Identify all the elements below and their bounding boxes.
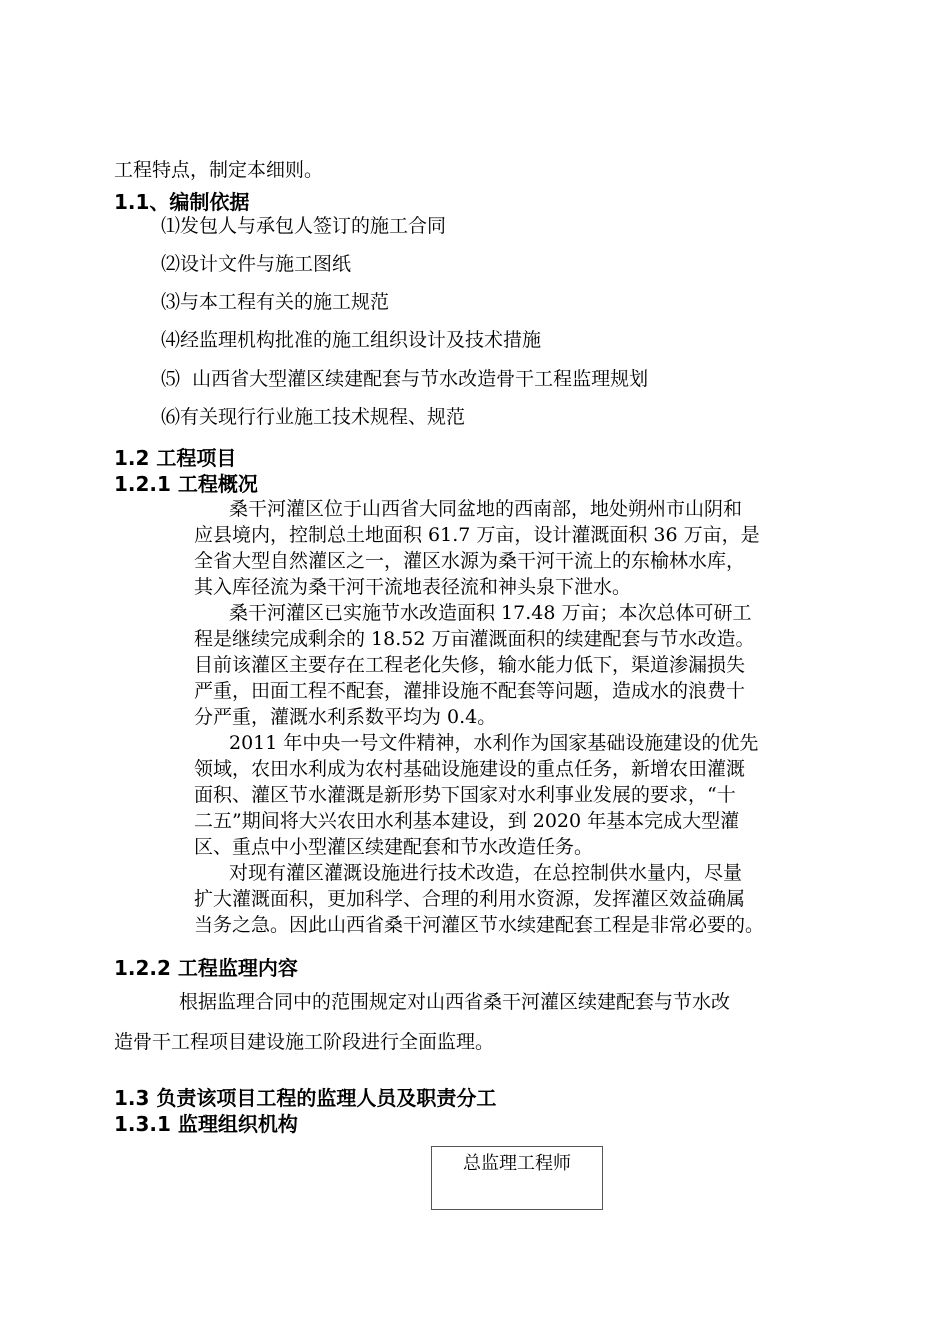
org-chart-chief-engineer-label: 总监理工程师 [463, 1153, 571, 1174]
basis-item: ⑹有关现行行业施工技术规程、规范 [161, 406, 466, 428]
supervision-content-line: 造骨干工程项目建设施工阶段进行全面监理。 [114, 1031, 495, 1053]
overview-line: 面积、灌区节水灌溉是新形势下国家对水利事业发展的要求，“十 [194, 784, 736, 806]
overview-line: 对现有灌区灌溉设施进行技术改造，在总控制供水量内，尽量 [229, 862, 743, 884]
overview-line: 当务之急。因此山西省桑干河灌区节水续建配套工程是非常必要的。 [194, 914, 765, 936]
overview-line: 其入库径流为桑干河干流地表径流和神头泉下泄水。 [194, 576, 632, 598]
overview-line: 程是继续完成剩余的 18.52 万亩灌溉面积的续建配套与节水改造。 [194, 628, 755, 650]
section-1-2-2-heading: 1.2.2 工程监理内容 [114, 956, 298, 980]
section-1-3-1-heading: 1.3.1 监理组织机构 [114, 1112, 298, 1136]
intro-line: 工程特点，制定本细则。 [114, 159, 324, 181]
overview-line: 桑干河灌区已实施节水改造面积 17.48 万亩；本次总体可研工 [229, 602, 752, 624]
basis-item: ⑶与本工程有关的施工规范 [161, 291, 390, 313]
section-1-3-heading: 1.3 负责该项目工程的监理人员及职责分工 [114, 1086, 497, 1110]
overview-line: 全省大型自然灌区之一，灌区水源为桑干河干流上的东榆林水库， [194, 550, 746, 572]
overview-line: 应县境内，控制总土地面积 61.7 万亩，设计灌溉面积 36 万亩，是 [194, 524, 760, 546]
overview-line: 领域，农田水利成为农村基础设施建设的重点任务，新增农田灌溉 [194, 758, 746, 780]
overview-line: 桑干河灌区位于山西省大同盆地的西南部，地处朔州市山阴和 [229, 498, 743, 520]
basis-item: ⑷经监理机构批准的施工组织设计及技术措施 [161, 329, 542, 351]
section-1-2-1-heading: 1.2.1 工程概况 [114, 472, 258, 496]
section-1-1-heading: 1.1、编制依据 [114, 190, 250, 214]
overview-line: 区、重点中小型灌区续建配套和节水改造任务。 [194, 836, 594, 858]
org-chart-chief-engineer-box [431, 1146, 603, 1210]
basis-item: ⑵设计文件与施工图纸 [161, 253, 352, 275]
overview-line: 目前该灌区主要存在工程老化失修，输水能力低下，渠道渗漏损失 [194, 654, 746, 676]
basis-item: ⑸ 山西省大型灌区续建配套与节水改造骨干工程监理规划 [161, 368, 649, 390]
section-1-2-heading: 1.2 工程项目 [114, 446, 237, 470]
overview-line: 分严重，灌溉水利系数平均为 0.4。 [194, 706, 497, 728]
overview-line: 二五”期间将大兴农田水利基本建设，到 2020 年基本完成大型灌 [194, 810, 740, 832]
overview-line: 2011 年中央一号文件精神，水利作为国家基础设施建设的优先 [229, 732, 759, 754]
supervision-content-line: 根据监理合同中的范围规定对山西省桑干河灌区续建配套与节水改 [179, 991, 731, 1013]
basis-item: ⑴发包人与承包人签订的施工合同 [161, 215, 447, 237]
overview-line: 扩大灌溉面积，更加科学、合理的利用水资源，发挥灌区效益确属 [194, 888, 746, 910]
overview-line: 严重，田面工程不配套，灌排设施不配套等问题，造成水的浪费十 [194, 680, 746, 702]
